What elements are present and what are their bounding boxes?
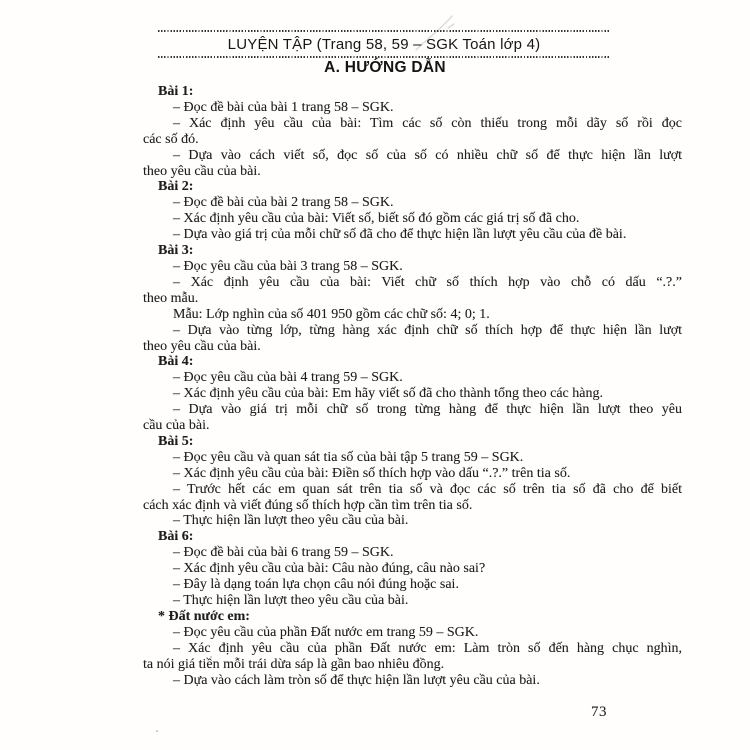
guide-text-line: – Xác định yêu cầu của phần Đất nước em: Làm tròn số đến hàng chục nghìn, xyxy=(173,640,682,656)
dotted-rule-bottom xyxy=(158,56,610,58)
guide-text-line: – Xác định yêu cầu của bài: Viết số, biết số đó gồm các giá trị số đã cho. xyxy=(173,211,580,227)
guide-text-line: – Xác định yêu cầu của bài: Viết chữ số thích hợp vào chỗ có dấu “.?.” xyxy=(173,274,682,290)
exercise-heading: Bài 3: xyxy=(158,243,194,259)
exercise-heading: Bài 2: xyxy=(158,179,194,195)
guide-text-line: – Dựa vào cách làm tròn số để thực hiện lần lượt yêu cầu của bài. xyxy=(173,672,540,688)
guide-text-line: cầu của bài. xyxy=(143,418,210,434)
guide-text-line: theo mẫu. xyxy=(143,290,199,306)
guide-text-line: – Dựa vào cách viết số, đọc số của số có nhiều chữ số để thực hiện lần lượt xyxy=(173,147,682,163)
guide-text-line: – Dựa vào giá trị của mỗi chữ số đã cho để thực hiện lần lượt yêu cầu của đề bài. xyxy=(173,227,627,243)
guide-text-line: – Đọc đề bài của bài 1 trang 58 – SGK. xyxy=(173,99,394,115)
guide-text-line: – Đọc đề bài của bài 2 trang 58 – SGK. xyxy=(173,195,394,211)
exercise-heading: Bài 4: xyxy=(158,354,194,370)
guide-text-line: – Trước hết các em quan sát trên tia số và đọc các số trên tia số đã cho để biết xyxy=(173,481,682,497)
guide-text-line: cách xác định và viết đúng số thích hợp cần tìm trên tia số. xyxy=(143,497,473,513)
guide-text-line: – Xác định yêu cầu của bài: Câu nào đúng, câu nào sai? xyxy=(173,561,486,577)
guide-text-line: – Dựa vào giá trị mỗi chữ số trong từng hàng để thực hiện lần lượt theo yêu xyxy=(173,402,682,418)
guide-text-line: – Thực hiện lần lượt theo yêu cầu của bài. xyxy=(173,593,409,608)
guide-text-line: – Xác định yêu cầu của bài: Em hãy viết số đã cho thành tổng theo các hàng. xyxy=(173,386,603,402)
guide-text-line: ta nói giá tiền mỗi trái dừa sáp là gần bao nhiêu đồng. xyxy=(143,656,445,672)
guide-text-line: – Xác định yêu cầu của bài: Tìm các số còn thiếu trong mỗi dãy số rồi đọc xyxy=(173,115,682,131)
chapter-header xyxy=(158,30,610,58)
guide-text-line: – Đọc yêu cầu của phần Đất nước em trang 59 – SGK. xyxy=(173,624,479,640)
exercise-heading: Bài 1: xyxy=(158,84,194,99)
guide-text-line: – Đọc yêu cầu và quan sát tia số của bài tập 5 trang 59 – SGK. xyxy=(173,449,524,465)
guide-text-line: – Thực hiện lần lượt theo yêu cầu của bài. xyxy=(173,513,409,529)
scan-speck xyxy=(156,730,158,732)
guide-text-line: các số đó. xyxy=(143,131,199,147)
guide-text-line: – Đọc yêu cầu của bài 4 trang 59 – SGK. xyxy=(173,370,403,386)
guide-text-line: theo yêu cầu của bài. xyxy=(143,338,261,354)
exercise-heading: Bài 6: xyxy=(158,529,194,545)
guide-text-line: theo yêu cầu của bài. xyxy=(143,163,261,179)
guide-text-line: – Xác định yêu cầu của bài: Điền số thích hợp vào dấu “.?.” trên tia số. xyxy=(173,465,571,481)
guide-body xyxy=(143,84,682,688)
guide-text-line: – Đây là dạng toán lựa chọn câu nói đúng hoặc sai. xyxy=(173,577,459,593)
guide-text-line: – Đọc yêu cầu của bài 3 trang 58 – SGK. xyxy=(173,258,403,274)
guide-text-line: – Đọc đề bài của bài 6 trang 59 – SGK. xyxy=(173,545,394,561)
chapter-title: LUYỆN TẬP (Trang 58, 59 – SGK Toán lớp 4) xyxy=(227,36,541,53)
section-title: A. HƯỚNG DẪN xyxy=(324,59,446,76)
exercise-heading: Bài 5: xyxy=(158,433,194,449)
guide-text-line: – Dựa vào từng lớp, từng hàng xác định chữ số thích hợp để thực hiện lần lượt xyxy=(173,322,682,338)
exercise-heading: * Đất nước em: xyxy=(158,608,250,624)
guide-text-line: Mẫu: Lớp nghìn của số 401 950 gồm các chữ số: 4; 0; 1. xyxy=(173,306,490,322)
page-number: 73 xyxy=(591,704,607,720)
